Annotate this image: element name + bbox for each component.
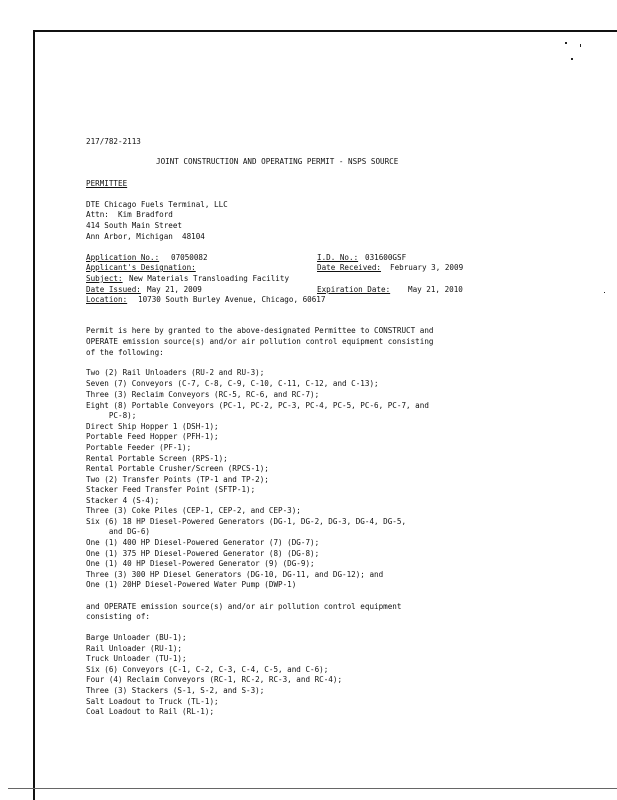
scan-border-top — [34, 30, 617, 32]
expiration-value: May 21, 2010 — [408, 285, 463, 294]
issued-value: May 21, 2009 — [147, 285, 202, 294]
id-label: I.D. No.: — [317, 253, 359, 262]
construct-item: Stacker Feed Transfer Point (SFTP-1); — [86, 485, 256, 494]
operate-item: Six (6) Conveyors (C-1, C-2, C-3, C-4, C-5, and C-6); — [86, 665, 329, 674]
subject-value: New Materials Transloading Facility — [129, 274, 290, 283]
application-label: Application No.: — [86, 253, 160, 262]
construct-item: One (1) 20HP Diesel-Powered Water Pump (DWP-1) — [86, 580, 297, 589]
location-value: 10730 South Burley Avenue, Chicago, 60617 — [138, 295, 326, 304]
scan-speck — [571, 58, 573, 60]
construct-item: Stacker 4 (S-4); — [86, 496, 160, 505]
construct-item: Seven (7) Conveyors (C-7, C-8, C-9, C-10, C-11, C-12, and C-13); — [86, 379, 379, 388]
construct-item: Two (2) Transfer Points (TP-1 and TP-2); — [86, 475, 269, 484]
grant-line-2: OPERATE emission source(s) and/or air pollution control equipment consisting — [86, 337, 434, 346]
issued-label: Date Issued: — [86, 285, 141, 294]
grant-line-3: of the following: — [86, 348, 164, 357]
subject-label: Subject: — [86, 274, 123, 283]
designation-label: Applicant's Designation: — [86, 263, 196, 272]
permittee-street: 414 South Main Street — [86, 221, 183, 230]
construct-item: One (1) 40 HP Diesel-Powered Generator (9) (DG-9); — [86, 559, 315, 568]
scan-border-left — [33, 30, 35, 800]
construct-item: Two (2) Rail Unloaders (RU-2 and RU-3); — [86, 368, 265, 377]
construct-item: Rental Portable Screen (RPS-1); — [86, 454, 228, 463]
construct-item: Portable Feeder (PF-1); — [86, 443, 192, 452]
permittee-name: DTE Chicago Fuels Terminal, LLC — [86, 200, 228, 209]
construct-item: and DG-6) — [86, 527, 151, 536]
construct-item: Three (3) 300 HP Diesel Generators (DG-10, DG-11, and DG-12); and — [86, 570, 384, 579]
application-value: 07050082 — [171, 253, 208, 262]
phone-number: 217/782-2113 — [86, 137, 141, 146]
operate-item: Salt Loadout to Truck (TL-1); — [86, 697, 219, 706]
expiration-label: Expiration Date: — [317, 285, 391, 294]
construct-item: Six (6) 18 HP Diesel-Powered Generators (DG-1, DG-2, DG-3, DG-4, DG-5, — [86, 517, 407, 526]
operate-line-2: consisting of: — [86, 612, 151, 621]
grant-line-1: Permit is here by granted to the above-designated Permittee to CONSTRUCT and — [86, 326, 434, 335]
operate-item: Four (4) Reclaim Conveyors (RC-1, RC-2, RC-3, and RC-4); — [86, 675, 343, 684]
operate-item: Three (3) Stackers (S-1, S-2, and S-3); — [86, 686, 265, 695]
permittee-heading: PERMITTEE — [86, 179, 128, 188]
construct-item: PC-8); — [86, 411, 137, 420]
received-label: Date Received: — [317, 263, 382, 272]
operate-line-1: and OPERATE emission source(s) and/or air pollution control equipment — [86, 602, 402, 611]
construct-item: Eight (8) Portable Conveyors (PC-1, PC-2, PC-3, PC-4, PC-5, PC-6, PC-7, and — [86, 401, 429, 410]
permit-title: JOINT CONSTRUCTION AND OPERATING PERMIT - NSPS SOURCE — [156, 157, 399, 166]
location-label: Location: — [86, 295, 128, 304]
operate-item: Barge Unloader (BU-1); — [86, 633, 187, 642]
construct-item: Three (3) Reclaim Conveyors (RC-5, RC-6, and RC-7); — [86, 390, 320, 399]
operate-item: Rail Unloader (RU-1); — [86, 644, 183, 653]
construct-item: Portable Feed Hopper (PFH-1); — [86, 432, 219, 441]
scan-speck — [580, 44, 581, 47]
operate-item: Coal Loadout to Rail (RL-1); — [86, 707, 215, 716]
construct-item: Direct Ship Hopper 1 (DSH-1); — [86, 422, 219, 431]
operate-item: Truck Unloader (TU-1); — [86, 654, 187, 663]
construct-item: One (1) 400 HP Diesel-Powered Generator (7) (DG-7); — [86, 538, 320, 547]
construct-item: Three (3) Coke Piles (CEP-1, CEP-2, and CEP-3); — [86, 506, 301, 515]
permittee-attn: Attn: Kim Bradford — [86, 210, 173, 219]
id-value: 031600GSF — [365, 253, 407, 262]
scan-border-bottom — [8, 788, 617, 789]
permittee-city: Ann Arbor, Michigan 48104 — [86, 232, 205, 241]
received-value: February 3, 2009 — [390, 263, 464, 272]
scan-speck — [604, 292, 605, 293]
construct-item: Rental Portable Crusher/Screen (RPCS-1); — [86, 464, 269, 473]
scan-speck — [565, 42, 567, 44]
construct-item: One (1) 375 HP Diesel-Powered Generator (8) (DG-8); — [86, 549, 320, 558]
